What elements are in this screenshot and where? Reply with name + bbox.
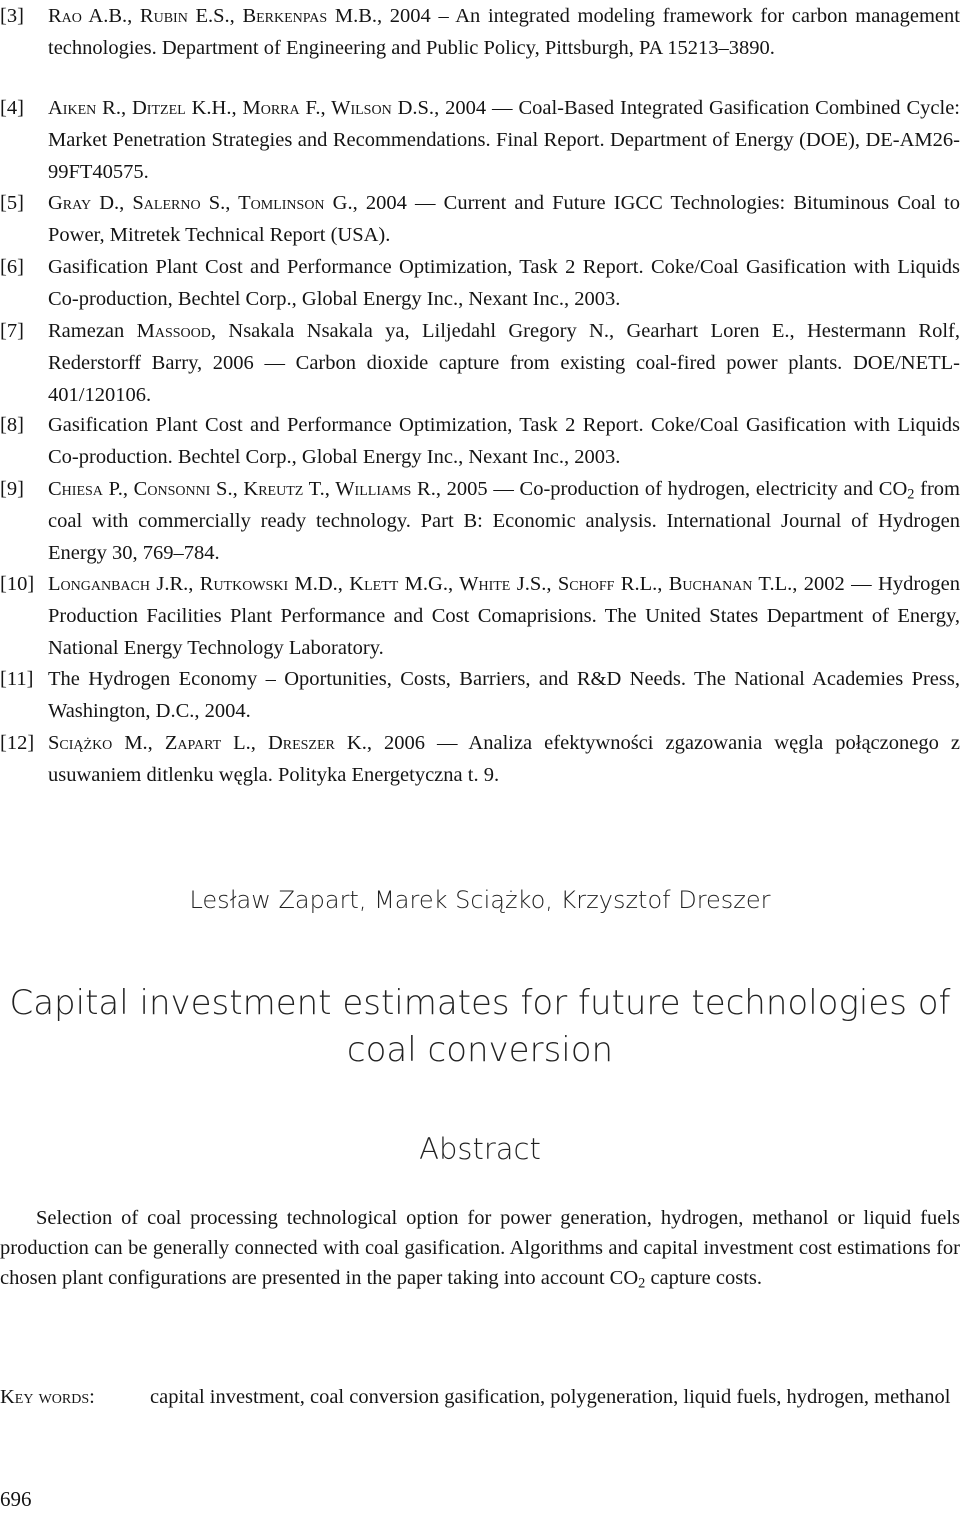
reference-number: [5]	[0, 192, 24, 214]
reference-6	[0, 252, 960, 316]
reference-body: , 2006 — Analiza efektywności zgazowania węgla połączonego z usuwaniem ditlenku węgla. Polityka Energetyczna t. 9.	[48, 732, 960, 786]
reference-body: , Nsakala Nsakala ya, Liljedahl Gregory N., Gearhart Loren E., Hestermann Rolf, Rederstorff Barry, 2006 — Carbon dioxide capture from existing coal-fired power plants. DOE/NETL-401/120106.	[48, 320, 960, 406]
reference-9	[0, 474, 960, 569]
reference-authors: Massood	[136, 320, 211, 342]
reference-7	[0, 316, 960, 411]
article-title: Capital investment estimates for future technologies of coal conversion	[9, 983, 951, 1070]
reference-12	[0, 728, 960, 792]
reference-authors: Sciążko M., Zapart L., Dreszer K.	[48, 732, 367, 754]
reference-body: , 2002 — Hydrogen Production Facilities Plant Performance and Cost Comaprisions. The United States Department of Energy, National Energy Technology Laboratory.	[48, 573, 960, 659]
reference-11	[0, 664, 960, 728]
reference-authors: Rao A.B., Rubin E.S., Berkenpas M.B.	[48, 5, 377, 27]
abstract-tail: capture costs.	[645, 1267, 763, 1289]
reference-number: [9]	[0, 478, 24, 500]
reference-number: [11]	[0, 668, 34, 690]
reference-authors: Chiesa P., Consonni S., Kreutz T., Williams R.	[48, 478, 436, 500]
abstract-body	[0, 1203, 960, 1293]
reference-body: , 2004 — Coal-Based Integrated Gasification Combined Cycle: Market Penetration Strategies and Recommendations. Final Report. Department of Energy (DOE), DE-AM26-99FT40575.	[48, 97, 960, 183]
reference-body: , 2004 – An integrated modeling framework for carbon management technologies. Department of Engineering and Public Policy, Pittsburgh, PA 15213–3890.	[48, 5, 960, 59]
reference-body: Gasification Plant Cost and Performance Optimization, Task 2 Report. Coke/Coal Gasification with Liquids Co-production, Bechtel Corp., Global Energy Inc., Nexant Inc., 2003.	[48, 256, 960, 310]
reference-body: The Hydrogen Economy – Oportunities, Costs, Barriers, and R&D Needs. The National Academies Press, Washington, D.C., 2004.	[48, 668, 960, 722]
reference-body: , 2005 — Co-production of hydrogen, electricity and CO	[435, 478, 908, 500]
keywords	[0, 1382, 960, 1412]
article-authors: Lesław Zapart, Marek Sciążko, Krzysztof Dreszer	[189, 886, 771, 914]
reference-4	[0, 93, 960, 188]
reference-body-lead: Ramezan	[48, 320, 137, 342]
subscript: 2	[907, 486, 915, 503]
reference-body: Gasification Plant Cost and Performance Optimization, Task 2 Report. Coke/Coal Gasification with Liquids Co-production. Bechtel Corp., Global Energy Inc., Nexant Inc., 2003.	[48, 414, 960, 468]
reference-5	[0, 188, 960, 252]
reference-10	[0, 569, 960, 664]
reference-number: [4]	[0, 97, 24, 119]
abstract-text: Selection of coal processing technological option for power generation, hydrogen, methanol or liquid fuels production can be generally connected with coal gasification. Algorithms and capital investment cost estimations for chosen plant configurations are presented in the paper taking into account CO	[0, 1207, 960, 1289]
page-number: 696	[0, 1487, 32, 1511]
reference-authors: Longanbach J.R., Rutkowski M.D., Klett M.G., White J.S., Schoff R.L., Buchanan T.L.	[48, 573, 793, 595]
reference-authors: Gray D., Salerno S., Tomlinson G.	[48, 192, 353, 214]
reference-number: [10]	[0, 573, 35, 595]
reference-number: [6]	[0, 256, 24, 278]
reference-body-tail: from coal with commercially ready technology. Part B: Economic analysis. International Journal of Hydrogen Energy 30, 769–784.	[48, 478, 960, 564]
reference-number: [8]	[0, 414, 24, 436]
reference-body: , 2004 — Current and Future IGCC Technologies: Bituminous Coal to Power, Mitretek Technical Report (USA).	[48, 192, 960, 246]
reference-3	[0, 1, 960, 65]
keywords-label: Key words:	[0, 1386, 95, 1408]
reference-number: [7]	[0, 320, 24, 342]
keywords-text: capital investment, coal conversion gasification, polygeneration, liquid fuels, hydrogen, methanol	[150, 1386, 951, 1408]
reference-number: [3]	[0, 5, 24, 27]
reference-number: [12]	[0, 732, 35, 754]
abstract-heading: Abstract	[419, 1132, 541, 1166]
reference-authors: Aiken R., Ditzel K.H., Morra F., Wilson D.S.	[48, 97, 435, 119]
subscript: 2	[638, 1275, 646, 1292]
reference-8	[0, 410, 960, 474]
